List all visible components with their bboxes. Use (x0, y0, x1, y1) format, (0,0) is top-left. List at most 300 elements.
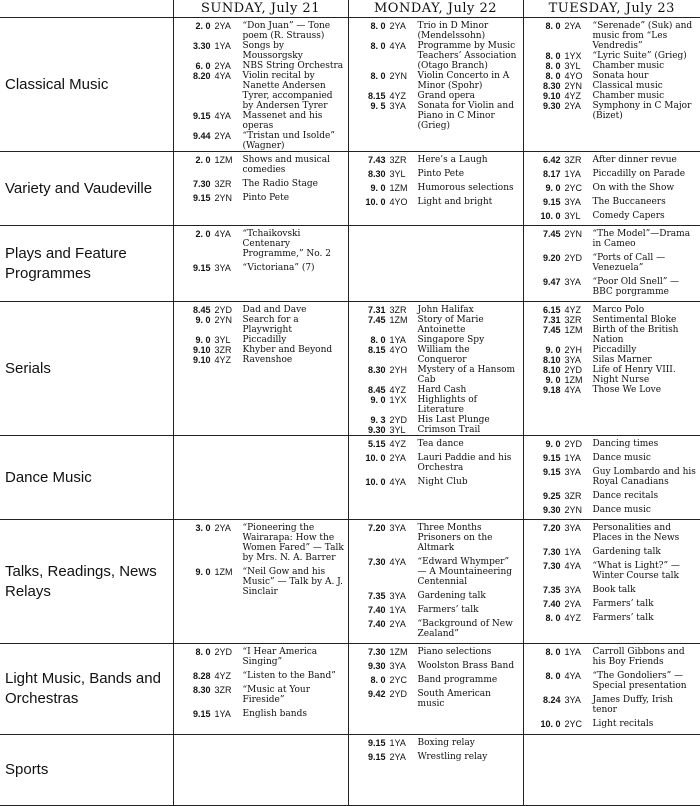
entry-time: 9.15 (192, 709, 211, 719)
entry-time: 8. 0 (370, 71, 386, 81)
entry-time: 9. 0 (545, 439, 561, 449)
programme-entry (528, 81, 699, 91)
entry-programme: Ravenshoe (242, 355, 293, 365)
entry-station: 4YZ (564, 613, 582, 623)
entry-station: 2YN (564, 505, 583, 515)
entry-programme: Tea dance (417, 439, 464, 449)
entry-programme: Those We Love (592, 385, 662, 395)
entry-station: 4YA (389, 477, 406, 487)
day-cell-sunday (173, 18, 348, 152)
entry-station: 3YL (389, 425, 406, 435)
entry-station: 4YA (564, 385, 581, 395)
entry-station: 3YA (564, 467, 581, 477)
entry-station: 3YA (389, 101, 406, 111)
entry-time: 9.25 (542, 491, 561, 501)
entry-programme: The Radio Stage (242, 179, 318, 189)
entry-station: 3ZR (214, 179, 232, 189)
entry-programme: Night Nurse (592, 375, 650, 385)
entry-station: 1ZM (214, 567, 233, 577)
entry-programme: “Victoriana” (7) (242, 263, 315, 273)
corner-cell (0, 0, 173, 18)
programme-entry (353, 605, 521, 615)
entry-time: 10. 0 (540, 719, 561, 729)
entry-station: 3YA (564, 355, 581, 365)
entry-station: 1YA (389, 605, 406, 615)
entry-station: 2YA (389, 752, 406, 762)
programme-entry (528, 355, 699, 365)
entry-station: 3YL (389, 169, 406, 179)
entry-station: 3ZR (214, 685, 232, 695)
programme-entry (528, 325, 699, 345)
entry-programme: Guy Lombardo and his Royal Canadians (592, 467, 696, 487)
programme-entry (178, 193, 346, 203)
programme-entry (528, 365, 699, 375)
entry-station: 1YA (564, 647, 581, 657)
programme-entry (353, 661, 521, 671)
entry-programme: “The Gondoliers” — Special presentation (592, 671, 687, 691)
entry-time: 9. 0 (195, 567, 211, 577)
entry-programme: Mystery of a Hansom Cab (417, 365, 516, 385)
entry-time: 9.10 (192, 355, 211, 365)
entry-programme: Silas Marner (592, 355, 652, 365)
programme-entry (178, 335, 346, 345)
entry-station: 1ZM (564, 325, 583, 335)
entry-station: 3YL (214, 335, 231, 345)
entry-station: 2YD (214, 647, 233, 657)
programme-entry (528, 505, 699, 515)
entry-station: 4YA (564, 671, 581, 681)
entry-time: 9.15 (192, 193, 211, 203)
entry-station: 4YZ (214, 355, 232, 365)
entry-time: 8.30 (367, 169, 386, 179)
category-label: Serials (0, 302, 173, 436)
entry-programme: “I Hear America Singing” (242, 647, 318, 667)
programme-entry (528, 71, 699, 81)
entry-time: 7.43 (367, 155, 386, 165)
entry-station: 1YA (214, 709, 231, 719)
entry-time: 9. 0 (545, 375, 561, 385)
entry-station: 3YA (389, 591, 406, 601)
entry-time: 9.15 (367, 738, 386, 748)
entry-station: 2YC (389, 675, 408, 685)
entry-programme: “Neil Gow and his Music” — Talk by A. J. Sinclair (242, 567, 343, 597)
entry-time: 10. 0 (365, 197, 386, 207)
entry-time: 10. 0 (365, 477, 386, 487)
entry-time: 2. 0 (195, 21, 211, 31)
entry-time: 7.35 (367, 591, 386, 601)
row-sports (0, 735, 700, 806)
entry-programme: Violin recital by Nanette Andersen Tyrer, accompanied by Andersen Tyrer (242, 71, 333, 111)
entry-time: 7.30 (192, 179, 211, 189)
entry-station: 1YA (564, 453, 581, 463)
entry-station: 4YA (564, 561, 581, 571)
entry-time: 2. 0 (195, 155, 211, 165)
category-label: Light Music, Bands and Orchestras (0, 644, 173, 735)
entry-programme: Farmers’ talk (417, 605, 479, 615)
entry-station: 2YA (389, 21, 406, 31)
programme-entry (528, 453, 699, 463)
entry-station: 4YZ (564, 91, 582, 101)
programme-entry (178, 41, 346, 61)
entry-programme: Lauri Paddie and his Orchestra (417, 453, 512, 473)
day-header-tuesday: TUESDAY, July 23 (523, 0, 700, 18)
entry-time: 8.30 (192, 685, 211, 695)
programme-entry (528, 155, 699, 165)
entry-programme: “Lyric Suite” (Grieg) (592, 51, 687, 61)
entry-time: 7.30 (367, 557, 386, 567)
entry-programme: Farmers’ talk (592, 613, 654, 623)
entry-programme: Story of Marie Antoinette (417, 315, 484, 335)
programme-entry (528, 523, 699, 543)
programme-entry (353, 415, 521, 425)
entry-programme: Trio in D Minor (Mendelssohn) (417, 21, 489, 41)
programme-entry (528, 385, 699, 395)
entry-time: 9.10 (542, 91, 561, 101)
entry-station: 1YA (389, 335, 406, 345)
entry-programme: Piccadilly on Parade (592, 169, 686, 179)
entry-programme: His Last Plunge (417, 415, 490, 425)
day-cell-tuesday (523, 644, 700, 735)
entry-station: 2YN (214, 193, 233, 203)
entry-time: 8.10 (542, 365, 561, 375)
entry-station: 4YZ (389, 439, 407, 449)
entry-time: 9.20 (542, 253, 561, 263)
row-light-music-bands-and-orchestras (0, 644, 700, 735)
entry-time: 6. 0 (195, 61, 211, 71)
entry-station: 4YO (389, 197, 408, 207)
entry-station: 3ZR (564, 315, 582, 325)
entry-time: 9. 0 (195, 315, 211, 325)
entry-programme: Massenet and his operas (242, 111, 323, 131)
entry-station: 4YZ (389, 385, 407, 395)
day-cell-tuesday (523, 18, 700, 152)
entry-station: 3YA (564, 197, 581, 207)
entry-time: 8. 0 (545, 71, 561, 81)
entry-programme: “The Model”—Drama in Cameo (592, 229, 691, 249)
entry-time: 9.30 (542, 505, 561, 515)
entry-time: 9. 0 (370, 183, 386, 193)
entry-programme: Comedy Capers (592, 211, 665, 221)
programme-entry (528, 585, 699, 595)
programme-entry (528, 467, 699, 487)
entry-station: 2YA (564, 599, 581, 609)
entry-programme: Life of Henry VIII. (592, 365, 676, 375)
entry-programme: “Edward Whymper” — A Mountaineering Centennial (417, 557, 512, 587)
entry-programme: Light recitals (592, 719, 654, 729)
programme-entry (353, 591, 521, 601)
programme-entry (353, 439, 521, 449)
entry-programme: On with the Show (592, 183, 675, 193)
entry-station: 4YA (214, 71, 231, 81)
entry-station: 2YH (389, 365, 408, 375)
entry-time: 7.35 (542, 585, 561, 595)
programme-entry (353, 453, 521, 473)
entry-time: 7.40 (367, 619, 386, 629)
programme-entry (528, 491, 699, 501)
entry-time: 7.45 (542, 325, 561, 335)
entry-time: 8.30 (367, 365, 386, 375)
entry-station: 3YA (564, 585, 581, 595)
entry-station: 2YA (564, 101, 581, 111)
row-plays-and-feature-programmes (0, 226, 700, 302)
entry-programme: Khyber and Beyond (242, 345, 333, 355)
entry-programme: John Halifax (417, 305, 474, 315)
day-cell-monday (348, 18, 523, 152)
entry-programme: “Music at Your Fireside” (242, 685, 311, 705)
entry-station: 2YD (389, 689, 408, 699)
entry-time: 8. 0 (370, 41, 386, 51)
entry-programme: Dad and Dave (242, 305, 307, 315)
day-cell-monday (348, 520, 523, 644)
programme-entry (528, 229, 699, 249)
entry-programme: Piccadilly (242, 335, 287, 345)
entry-programme: Dance music (592, 505, 651, 515)
entry-station: 3YL (564, 61, 581, 71)
entry-time: 8. 0 (545, 51, 561, 61)
programme-entry (528, 197, 699, 207)
entry-programme: Personalities and Places in the News (592, 523, 680, 543)
programme-entry (178, 647, 346, 667)
programme-entry (353, 71, 521, 91)
entry-time: 7.31 (542, 315, 561, 325)
entry-time: 9. 0 (370, 395, 386, 405)
entry-station: 3ZR (389, 155, 407, 165)
programme-entry (353, 169, 521, 179)
entry-station: 2YA (564, 21, 581, 31)
entry-programme: Pinto Pete (417, 169, 465, 179)
programme-entry (353, 477, 521, 487)
entry-station: 2YD (564, 253, 583, 263)
programme-entry (353, 155, 521, 165)
day-cell-tuesday (523, 226, 700, 302)
entry-time: 8.45 (192, 305, 211, 315)
entry-time: 8.28 (192, 671, 211, 681)
programme-entry (353, 91, 521, 101)
entry-time: 8.10 (542, 355, 561, 365)
programme-entry (178, 671, 346, 681)
entry-station: 2YD (564, 439, 583, 449)
entry-programme: Wrestling relay (417, 752, 488, 762)
entry-station: 1ZM (214, 155, 233, 165)
entry-programme: “Serenade” (Suk) and music from “Les Vendredis” (592, 21, 693, 51)
entry-programme: Hard Cash (417, 385, 467, 395)
entry-time: 8.17 (542, 169, 561, 179)
entry-station: 3YA (564, 277, 581, 287)
programme-entry (528, 91, 699, 101)
entry-programme: “Pioneering the Wairarapa: How the Women Fared” — Talk by Mrs. N. A. Barrer (242, 523, 344, 563)
entry-time: 9. 0 (545, 183, 561, 193)
programme-entry (528, 169, 699, 179)
entry-programme: South American music (417, 689, 491, 709)
entry-programme: Three Months Prisoners on the Altmark (417, 523, 493, 553)
entry-time: 3.30 (192, 41, 211, 51)
programme-entry (528, 183, 699, 193)
entry-station: 3YA (214, 263, 231, 273)
category-label: Classical Music (0, 18, 173, 152)
entry-station: 2YA (389, 453, 406, 463)
entry-time: 6.15 (542, 305, 561, 315)
entry-time: 8. 0 (545, 61, 561, 71)
programme-entry (353, 752, 521, 762)
entry-station: 1ZM (389, 183, 408, 193)
entry-station: 2YA (389, 619, 406, 629)
entry-time: 6.42 (542, 155, 561, 165)
row-talks-readings-news-relays (0, 520, 700, 644)
entry-time: 7.30 (367, 647, 386, 657)
entry-station: 3YA (564, 695, 581, 705)
entry-station: 4YA (214, 111, 231, 121)
category-label: Talks, Readings, News Relays (0, 520, 173, 644)
day-cell-tuesday (523, 302, 700, 436)
entry-time: 9.15 (542, 197, 561, 207)
entry-station: 1YA (564, 547, 581, 557)
day-cell-monday (348, 735, 523, 806)
entry-station: 1YA (564, 169, 581, 179)
entry-programme: Sonata hour (592, 71, 649, 81)
programme-entry (178, 155, 346, 175)
entry-time: 9.30 (542, 101, 561, 111)
entry-time: 9. 0 (545, 345, 561, 355)
entry-station: 2YN (564, 81, 583, 91)
entry-programme: Chamber music (592, 61, 665, 71)
entry-station: 2YC (564, 183, 583, 193)
entry-time: 8. 0 (195, 647, 211, 657)
programme-entry (353, 675, 521, 685)
entry-programme: Crimson Trail (417, 425, 481, 435)
entry-programme: Singapore Spy (417, 335, 485, 345)
entry-time: 9.10 (192, 345, 211, 355)
entry-station: 4YO (564, 71, 583, 81)
entry-time: 8. 0 (545, 647, 561, 657)
day-cell-monday (348, 226, 523, 302)
entry-time: 7.45 (542, 229, 561, 239)
entry-time: 7.30 (542, 547, 561, 557)
programme-entry (353, 395, 521, 415)
entry-station: 1YX (564, 51, 582, 61)
entry-time: 9.15 (192, 263, 211, 273)
day-cell-sunday (173, 644, 348, 735)
programme-entry (528, 599, 699, 609)
entry-station: 1YX (389, 395, 407, 405)
entry-station: 3ZR (214, 345, 232, 355)
entry-station: 2YN (564, 229, 583, 239)
programme-entry (178, 345, 346, 355)
entry-programme: Piano selections (417, 647, 492, 657)
programme-entry (178, 567, 346, 597)
entry-station: 4YA (389, 557, 406, 567)
entry-station: 4YZ (564, 305, 582, 315)
category-label: Dance Music (0, 436, 173, 520)
entry-programme: Violin Concerto in A Minor (Spohr) (417, 71, 510, 91)
entry-programme: Farmers’ talk (592, 599, 654, 609)
entry-station: 2YC (564, 719, 583, 729)
entry-time: 7.45 (367, 315, 386, 325)
programme-entry (528, 101, 699, 121)
day-cell-sunday (173, 735, 348, 806)
entry-programme: Gardening talk (592, 547, 661, 557)
entry-station: 1YA (214, 41, 231, 51)
entry-programme: “Background of New Zealand” (417, 619, 513, 639)
category-label: Plays and Feature Programmes (0, 226, 173, 302)
entry-station: 4YZ (214, 671, 232, 681)
entry-programme: Highlights of Literature (417, 395, 477, 415)
day-cell-tuesday (523, 152, 700, 226)
programme-entry (178, 229, 346, 259)
entry-time: 8. 0 (370, 335, 386, 345)
entry-time: 9. 3 (370, 415, 386, 425)
entry-programme: Songs by Moussorgsky (242, 41, 303, 61)
entry-programme: The Buccaneers (592, 197, 666, 207)
entry-station: 3YA (564, 523, 581, 533)
entry-station: 2YD (564, 365, 583, 375)
day-cell-tuesday (523, 436, 700, 520)
category-label: Variety and Vaudeville (0, 152, 173, 226)
entry-time: 9.30 (367, 661, 386, 671)
entry-programme: Boxing relay (417, 738, 475, 748)
entry-programme: “What is Light?” — Winter Course talk (592, 561, 680, 581)
entry-station: 2YN (389, 71, 408, 81)
entry-time: 10. 0 (365, 453, 386, 463)
programme-entry (353, 101, 521, 131)
entry-time: 7.20 (367, 523, 386, 533)
programme-rows (0, 18, 700, 806)
entry-programme: “Don Juan” — Tone poem (R. Strauss) (242, 21, 331, 41)
entry-station: 2YD (389, 415, 408, 425)
entry-station: 3YL (564, 211, 581, 221)
entry-time: 9. 5 (370, 101, 386, 111)
row-serials (0, 302, 700, 436)
programme-entry (353, 523, 521, 553)
entry-programme: Gardening talk (417, 591, 486, 601)
programme-entry (353, 365, 521, 385)
programme-entry (178, 263, 346, 273)
entry-programme: Classical music (592, 81, 663, 91)
programme-entry (353, 345, 521, 365)
entry-time: 5.15 (367, 439, 386, 449)
entry-programme: “Poor Old Snell” — BBC porgramme (592, 277, 680, 297)
entry-programme: Woolston Brass Band (417, 661, 515, 671)
entry-station: 1YA (389, 738, 406, 748)
programme-entry (353, 21, 521, 41)
programme-entry (178, 111, 346, 131)
programme-entry (528, 345, 699, 355)
programme-entry (178, 305, 346, 315)
row-dance-music (0, 436, 700, 520)
entry-time: 8.20 (192, 71, 211, 81)
entry-time: 8. 0 (545, 21, 561, 31)
entry-time: 7.31 (367, 305, 386, 315)
entry-time: 7.20 (542, 523, 561, 533)
programme-entry (528, 439, 699, 449)
entry-station: 1ZM (564, 375, 583, 385)
entry-programme: Pinto Pete (242, 193, 290, 203)
day-header-monday: MONDAY, July 22 (348, 0, 523, 18)
entry-programme: Shows and musical comedies (242, 155, 330, 175)
entry-station: 2YN (214, 315, 233, 325)
programme-entry (528, 277, 699, 297)
programme-entry (528, 211, 699, 221)
day-cell-monday (348, 644, 523, 735)
programme-entry (353, 305, 521, 315)
programme-entry (353, 557, 521, 587)
programme-entry (353, 425, 521, 435)
entry-programme: “Tristan und Isolde” (Wagner) (242, 131, 335, 151)
programme-entry (178, 21, 346, 41)
entry-time: 10. 0 (540, 211, 561, 221)
programme-entry (528, 375, 699, 385)
entry-programme: Birth of the British Nation (592, 325, 679, 345)
entry-time: 9.18 (542, 385, 561, 395)
